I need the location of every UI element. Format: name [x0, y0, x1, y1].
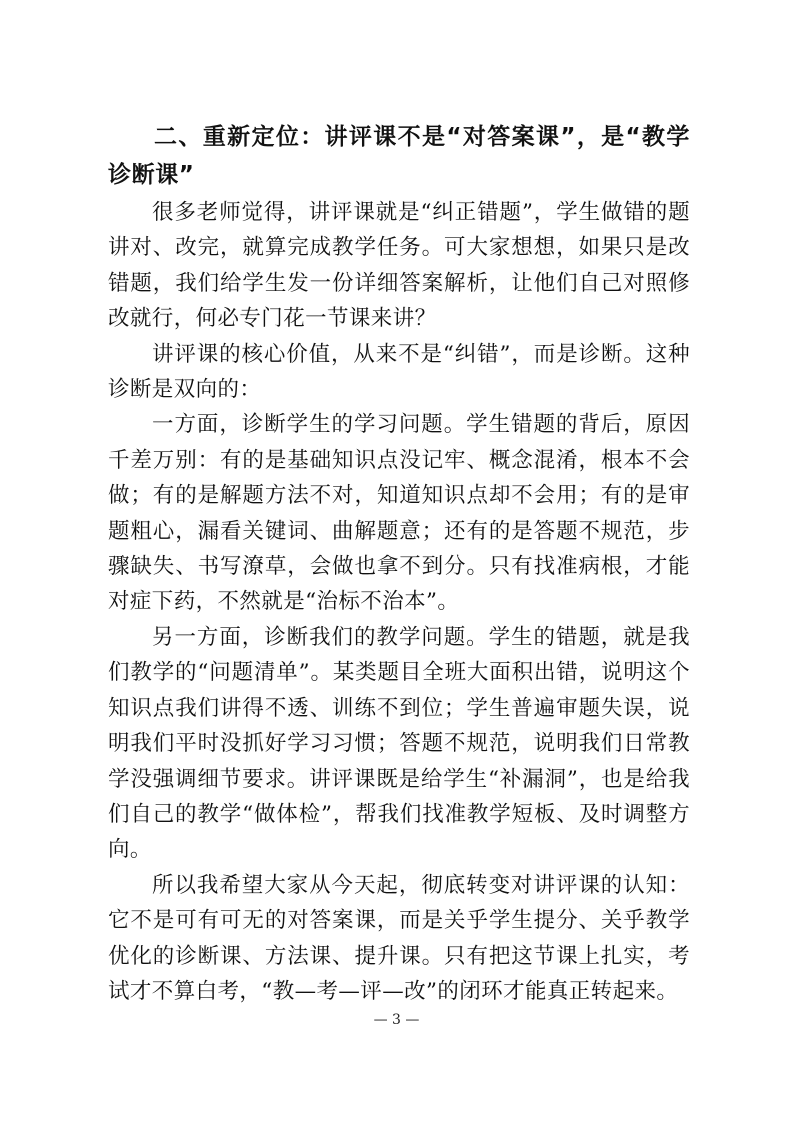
page-number: — 3 — — [373, 1012, 420, 1028]
paragraph-1: 很多老师觉得，讲评课就是“纠正错题”，学生做错的题讲对、改完，就算完成教学任务。可大家想想，如果只是改错题，我们给学生发一份详细答案解析，让他们自己对照修改就行，何必专门花一节课来讲？ — [108, 200, 690, 332]
paragraph-5: 所以我希望大家从今天起，彻底转变对讲评课的认知：它不是可有可无的对答案课，而是关乎学生提分、关乎教学优化的诊断课、方法课、提升课。只有把这节课上扎实，考试才不算白考，“教—考—评—改”的闭环才能真正转起来。 — [108, 872, 690, 1004]
paragraph-3: 一方面，诊断学生的学习问题。学生错题的背后，原因千差万别：有的是基础知识点没记牢、概念混淆，根本不会做；有的是解题方法不对，知道知识点却不会用；有的是审题粗心，漏看关键词、曲解题意；还有的是答题不规范，步骤缺失、书写潦草，会做也拿不到分。只有找准病根，才能对症下药，不然就是“治标不治本”。 — [108, 412, 690, 615]
paragraph-4: 另一方面，诊断我们的教学问题。学生的错题，就是我们教学的“问题清单”。某类题目全班大面积出错，说明这个知识点我们讲得不透、训练不到位；学生普遍审题失误，说明我们平时没抓好学习习惯；答题不规范，说明我们日常教学没强调细节要求。讲评课既是给学生“补漏洞”，也是给我们自己的教学“做体检”，帮我们找准教学短板、及时调整方向。 — [108, 624, 690, 863]
document-body — [108, 118, 690, 1009]
paragraph-2: 讲评课的核心价值，从来不是“纠错”，而是诊断。这种诊断是双向的： — [108, 341, 690, 403]
section-heading: 二、重新定位：讲评课不是“对答案课”，是“教学诊断课” — [108, 124, 690, 188]
